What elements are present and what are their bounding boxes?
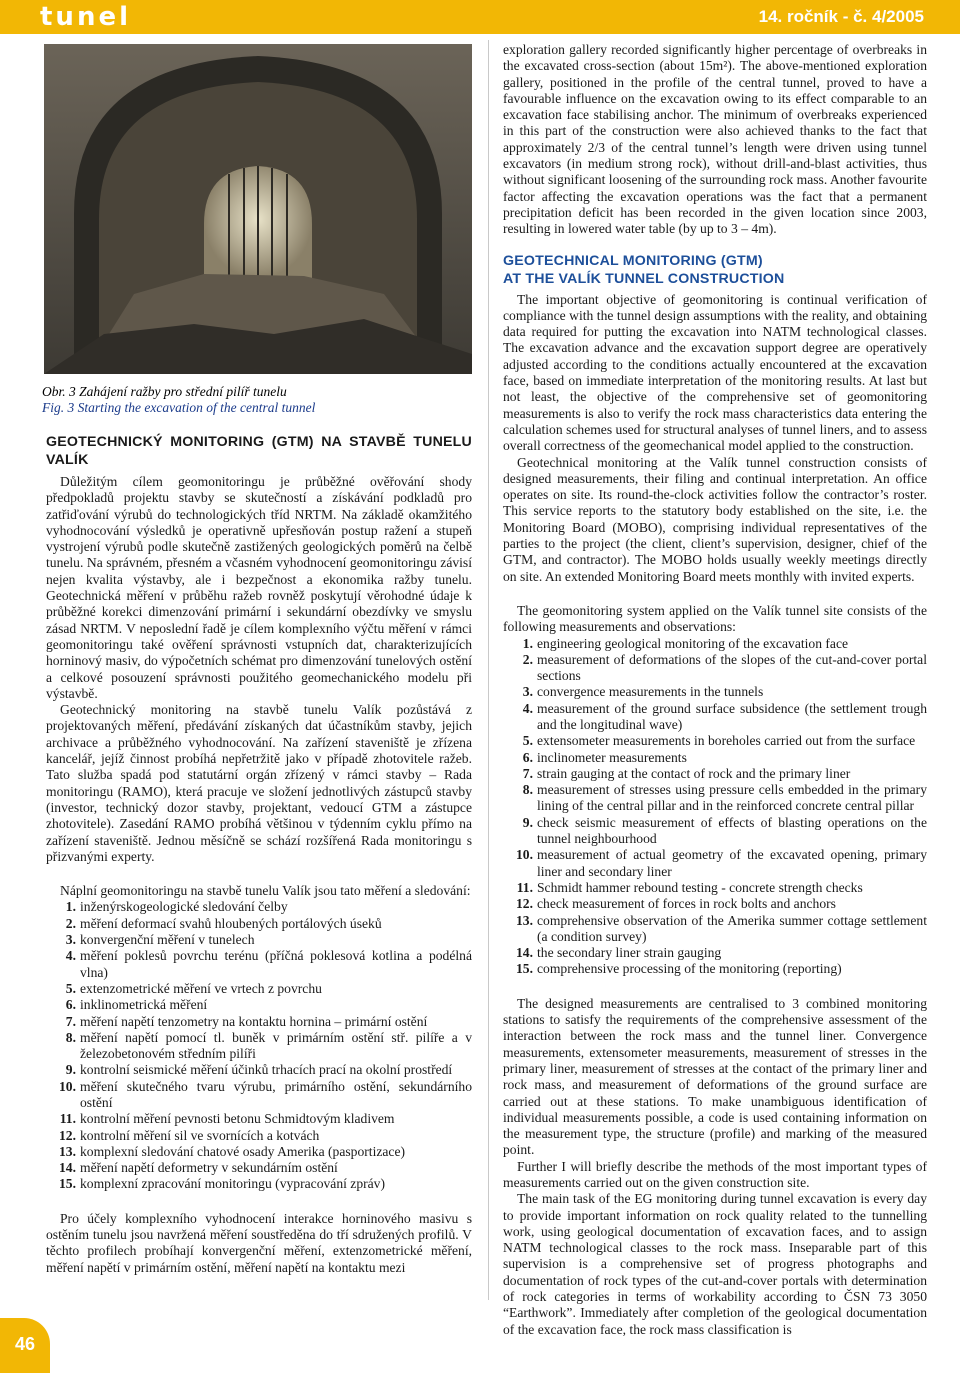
list-item: 3. konvergenční měření v tunelech bbox=[65, 932, 255, 948]
page-number-tab bbox=[0, 1318, 50, 1373]
list-item: 1. engineering geological monitoring of the excavation face bbox=[522, 635, 849, 651]
paragraph: exploration gallery recorded significantly higher percentage of overbreaks in the excavated cross-section (about 15m²). The above-mentioned exploration gallery, positioned in the profile of the central tunnel, proved to have a favourable influence on the excavation owing to its effect comparable to an excavation face stabilising anchor. The minimum of overbreaks experienced in this part of the construction were also achieved thanks to the fact that approximately 2/3 of the central tunnel’s length were driven using tunnel excavators (in medium strong rock), without drill-and-blast activities, thus without significant loosening of the surrounding rock mass. Another favourite factor affecting the excavation operations was the fact that a permanent precipitation deficit has been recorded in the given location since 2003, resulting in lowered water table (by up to 3 – 4m). bbox=[503, 42, 927, 237]
paragraph: The designed measurements are centralised to 3 combined monitoring stations to satisfy the requirements of the comprehensive assessment of the interaction between the rock mass and the tunnel liner. Convergence measurements, extensometer measurements, measurement of stresses in the primary liner, measurement of stresses at the contact of the primary liner and rock mass, and measurement of deformations of the ground surface are carried out at these stations. To make unambiguous identification of individual measurements possible, a code is used containing information on the measurement type, the structure (profile) and marking of the measured point. bbox=[503, 995, 927, 1158]
figure-caption bbox=[42, 384, 482, 416]
list-item: 4. measurement of the ground surface subsidence (the settlement trough and the longitudinal wave) bbox=[522, 700, 927, 732]
list-item: 8. měření napětí pomocí tl. buněk v primárním ostění stř. pilíře a v železobetonovém středním pilíři bbox=[65, 1029, 472, 1062]
list-item: 4. měření poklesů povrchu terénu (příčná poklesová kotlina a podélná vlna) bbox=[65, 948, 472, 980]
list-item: 6. inclinometer measurements bbox=[522, 749, 687, 765]
list-item: 2. měření deformací svahů hloubených portálových úseků bbox=[65, 915, 382, 931]
list-intro: The geomonitoring system applied on the Valík tunnel site consists of the following measurements and observations: bbox=[503, 602, 927, 635]
list-item: 9. check seismic measurement of effects of blasting operations on the tunnel neighbourhood bbox=[522, 814, 927, 847]
measurement-list-cz bbox=[46, 899, 472, 1192]
list-item: 11. Schmidt hammer rebound testing - concrete strength checks bbox=[516, 879, 863, 895]
list-item: 12. kontrolní měření sil ve svornících a kotvách bbox=[59, 1127, 320, 1143]
list-item: 7. měření napětí tenzometry na kontaktu hornina – primární ostění bbox=[65, 1013, 428, 1029]
list-item: 1. inženýrskogeologické sledování čelby bbox=[65, 899, 288, 915]
left-column bbox=[46, 433, 472, 1276]
list-item: 2. measurement of deformations of the slopes of the cut-and-cover portal sections bbox=[522, 651, 927, 684]
section-heading-en: GEOTECHNICAL MONITORING (GTM) AT THE VALÍK TUNNEL CONSTRUCTION bbox=[503, 252, 785, 287]
tunnel-excavation-photo-icon bbox=[44, 44, 472, 374]
section-heading-cz: GEOTECHNICKÝ MONITORING (GTM) NA STAVBĚ TUNELU VALÍK bbox=[46, 434, 472, 468]
list-item: 6. inklinometrická měření bbox=[65, 997, 208, 1013]
page-number: 46 bbox=[14, 1334, 36, 1354]
list-item: 9. kontrolní seismické měření účinků trhacích prací na okolní prostředí bbox=[65, 1062, 453, 1078]
list-item: 10. měření skutečného tvaru výrubu, primárního ostění, sekundárního ostění bbox=[59, 1078, 472, 1110]
list-item: 8. measurement of stresses using pressure cells embedded in the primary lining of the central pillar and in the reinforced concrete central pillar bbox=[522, 782, 927, 814]
right-column bbox=[503, 42, 927, 1338]
list-item: 5. extenzometrické měření ve vrtech z povrchu bbox=[65, 980, 322, 996]
paragraph: The main task of the EG monitoring during tunnel excavation is every day to provide important information on rock quality related to the tunnelling work, using geological documentation of excavation faces, and to assign NATM technological classes to the rock mass. Inseparable part of this supervision is a comprehensive set of progress photographs and documentation of rock types of the cut-and-cover portals with determination of rock categories in terms of workability according to ČSN 73 3050 “Earthwork”. Immediately after completion of the geological documentation of the excavation face, the rock mass classification is bbox=[503, 1191, 927, 1337]
paragraph: Pro účely komplexního vyhodnocení interakce horninového masivu s ostěním tunelu jsou navržená měření soustředěna do tří sdružených profilů. V těchto profilech probíhají konvergenční měření, extenzometrické měření, měření napětí v primárním ostění, měření napětí na kontaktu mezi bbox=[46, 1210, 472, 1275]
issue-label: 14. ročník - č. 4/2005 bbox=[758, 7, 924, 26]
paragraph: Důležitým cílem geomonitoringu je průběžné ověřování shody předpokladů projektu stavby se skutečností a získávání podkladů pro zatřiďování výrubů do technologických tříd NRTM. Na základě okamžitého vyhodnocování výsledků je operativně upřesňován postup ražení a stupeň vystrojení výrubů podle skutečně zastižených geologických poměrů na čelbě tunelu. Na správném, přesném a včasném vyhodnocení geomonitoringu závisí nejen kvalita výstavby, ale i bezpečnost a ekonomika ražby tunelu. Geotechnická měření v průběhu ražeb rovněž poskytují věrohodné údaje k průběžné korekci dimenzování primární i sekundární obezdívky ve smyslu zásad NRTM. V neposlední řadě je cílem komplexního výčtu měření v rámci geomonitoringu také ověření správnosti vstupních dat, charakterizujících horninový masiv, do výpočetních schémat pro dimenzování tunelových ostění a celkové posouzení správnosti použitého geomechanického modelu při výstavbě. bbox=[46, 474, 472, 701]
header-bar bbox=[0, 0, 960, 34]
journal-logo: tunel bbox=[40, 2, 131, 32]
list-item: 13. komplexní sledování chatové osady Amerika (pasportizace) bbox=[59, 1143, 406, 1159]
paragraph: The important objective of geomonitoring is continual verification of compliance with the tunnel design assumptions with the reality, and obtaining data required for putting the excavation into NATM technological classes. The excavation advance and the excavation support degree are operatively adjusted according to the conditions actually encountered at the excavation face, based on immediate interpretation of the monitoring results. At last but not least, the objective of the comprehensive set of geomonitoring measurements is also to verify the rock mass characteristics data entering the calculation schemes used for structural analyses of tunnel liners, and to assess overall correctness of the geomechanical model applied to the construction. bbox=[503, 291, 927, 454]
caption-en: Fig. 3 Starting the excavation of the central tunnel bbox=[42, 400, 316, 415]
measurement-list-en bbox=[503, 636, 927, 978]
caption-cz: Obr. 3 Zahájení ražby pro střední pilíř tunelu bbox=[42, 384, 287, 399]
list-item: 13. comprehensive observation of the Amerika summer cottage settlement (a condition survey) bbox=[516, 912, 927, 944]
paragraph: Further I will briefly describe the methods of the most important types of measurements carried out on the given construction site. bbox=[503, 1158, 927, 1190]
list-item: 15. komplexní zpracování monitoringu (vypracování zpráv) bbox=[59, 1176, 386, 1192]
list-item: 11. kontrolní měření pevnosti betonu Schmidtovým kladivem bbox=[59, 1111, 395, 1127]
list-item: 5. extensometer measurements in boreholes carried out from the surface bbox=[522, 733, 916, 749]
list-item: 12. check measurement of forces in rock bolts and anchors bbox=[516, 896, 836, 912]
list-item: 3. convergence measurements in the tunnels bbox=[522, 684, 764, 700]
list-intro: Náplní geomonitoringu na stavbě tunelu Valík jsou tato měření a sledování: bbox=[60, 883, 471, 899]
list-item: 15. comprehensive processing of the monitoring (reporting) bbox=[516, 961, 842, 977]
tunnel-photo bbox=[44, 44, 472, 374]
paragraph: Geotechnical monitoring at the Valík tunnel construction consists of designed measurements, their filing and continual interpretation. An office operates on site. Its round-the-clock activities follow the contractor’s roster. This service reports to the statutory body established on the site, i.e. the Monitoring Board (MOBO), comprising individual representatives of the parties to the project (the client, client’s supervision, designer, chief of the GTM, and contractor). The MOBO holds usually weekly meetings directly on site. An extended Monitoring Board meets monthly with invited experts. bbox=[503, 454, 927, 584]
list-item: 14. the secondary liner strain gauging bbox=[516, 945, 722, 961]
list-item: 10. measurement of actual geometry of the excavated opening, primary liner and secondary liner bbox=[516, 847, 927, 879]
list-item: 7. strain gauging at the contact of rock and the primary liner bbox=[522, 765, 851, 781]
column-divider bbox=[488, 40, 489, 1300]
paragraph: Geotechnický monitoring na stavbě tunelu Valík pozůstává z projektovaných měření, předávání získaných dat účastníkům stavby, jejich archivace a průběžného vyhodnocování. Na zařízení staveniště je zřízena kancelář, jejíž činnost probíhá nepřetržitě jako v případě zhotovitele ražeb. Tato služba spadá pod statutární orgán zřízený v rámci stavby – Rada monitoringu (RAMO), která pracuje ve složení jednotlivých zástupců stavby (investor, technický dozor stavby, projektant, vedoucí GTM a zástupce zhotovitele). Zasedání RAMO probíhá většinou v týdenním cyklu přímo na zařízení staveniště. Jednou měsíčně se schází rozšířená Rada monitoringu s přizvanými experty. bbox=[46, 702, 472, 864]
list-item: 14. měření napětí deformetry v sekundárním ostění bbox=[59, 1160, 338, 1176]
